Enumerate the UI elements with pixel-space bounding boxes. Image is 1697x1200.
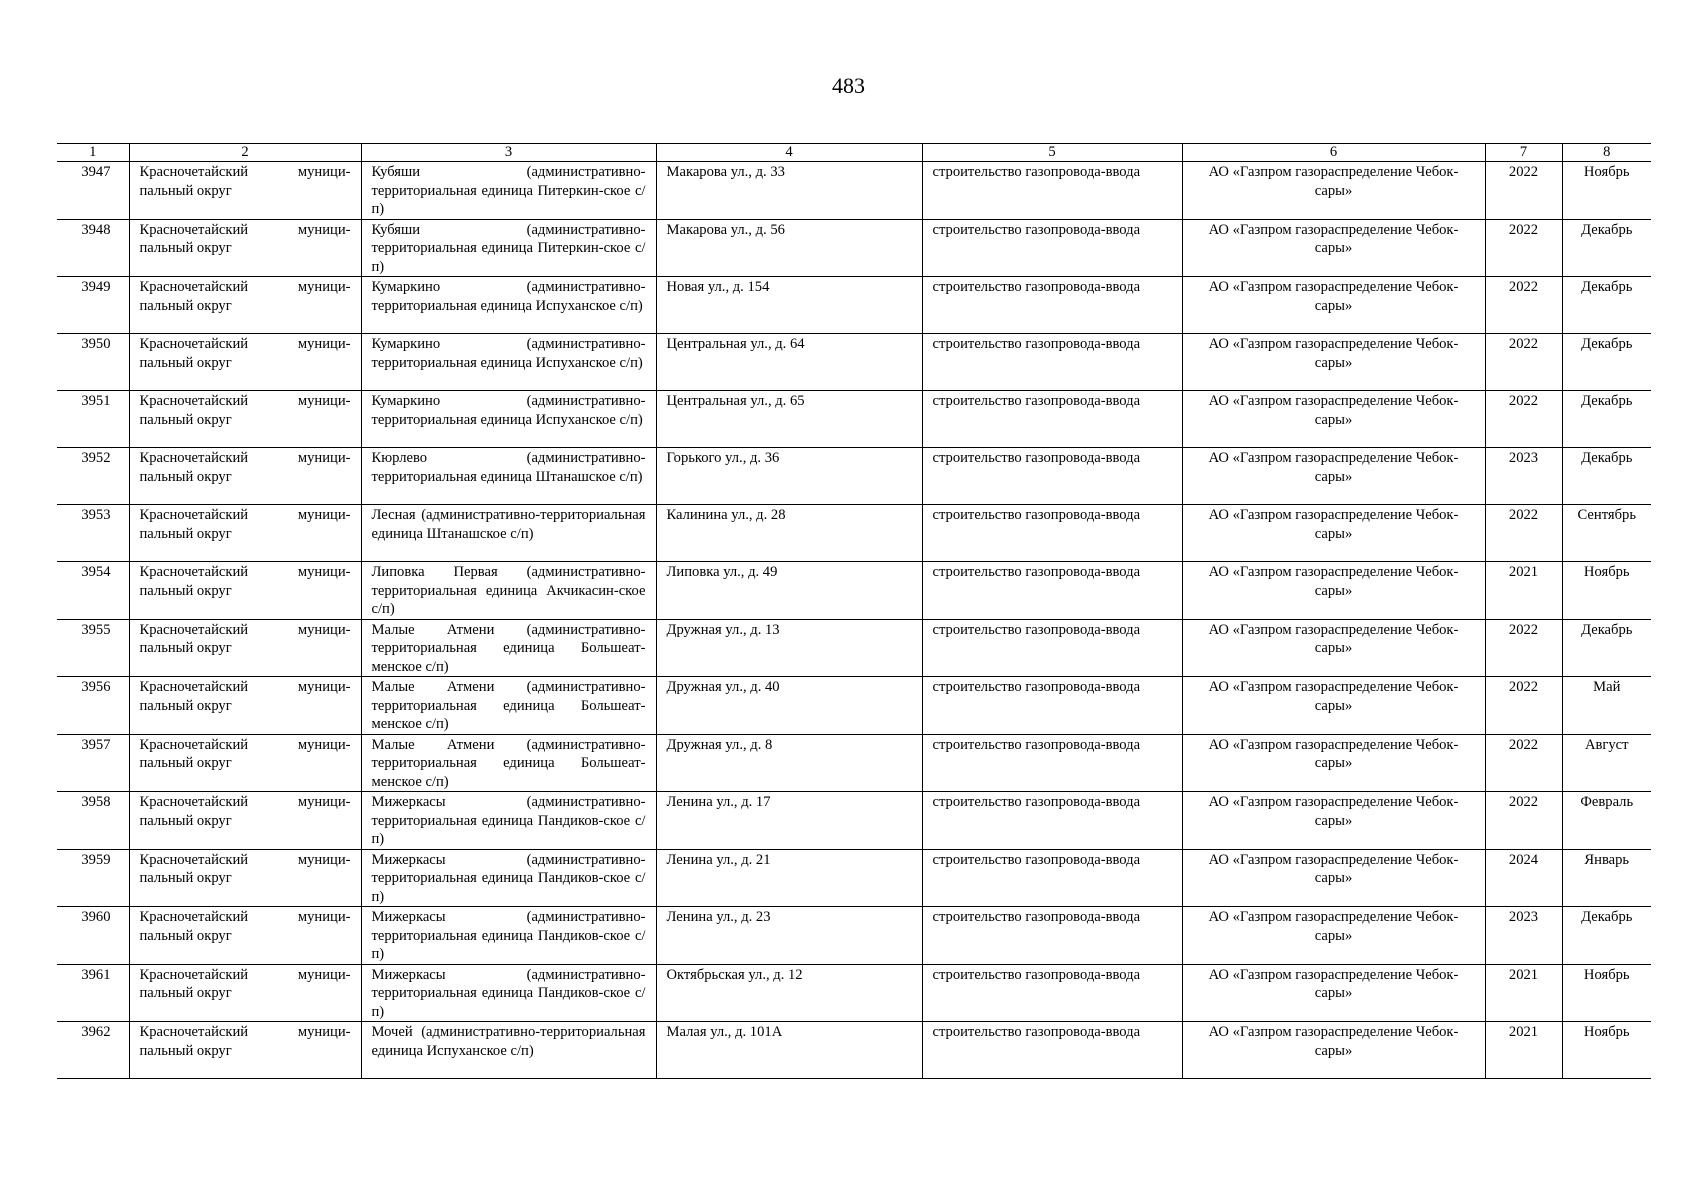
row-number-cell: 3953 [57,505,129,562]
work-type-cell: строительство газопровода-ввода [922,849,1182,907]
column-number-row [57,144,1651,162]
organization-cell: АО «Газпром газораспределение Чебок-сары» [1182,677,1485,735]
work-type-cell: строительство газопровода-ввода [922,162,1182,220]
month-cell: Ноябрь [1562,1022,1651,1079]
month-cell: Декабрь [1562,448,1651,505]
address-cell: Дружная ул., д. 40 [656,677,922,735]
address-cell: Ленина ул., д. 23 [656,907,922,965]
locality-cell: Малые Атмени (административно-территориальная единица Большеат-менское с/п) [361,619,656,677]
district-cell: Красночетайский муници-пальный округ [129,849,361,907]
year-cell: 2024 [1485,849,1562,907]
row-number-cell: 3955 [57,619,129,677]
row-number-cell: 3949 [57,277,129,334]
district-cell: Красночетайский муници-пальный округ [129,907,361,965]
year-cell: 2021 [1485,1022,1562,1079]
district-cell: Красночетайский муници-пальный округ [129,505,361,562]
column-header: 7 [1485,144,1562,162]
month-cell: Ноябрь [1562,562,1651,620]
row-number-cell: 3961 [57,964,129,1022]
row-number-cell: 3956 [57,677,129,735]
column-header: 3 [361,144,656,162]
month-cell: Декабрь [1562,391,1651,448]
table-row [57,562,1651,620]
organization-cell: АО «Газпром газораспределение Чебок-сары» [1182,162,1485,220]
address-cell: Октябрьская ул., д. 12 [656,964,922,1022]
work-type-cell: строительство газопровода-ввода [922,1022,1182,1079]
organization-cell: АО «Газпром газораспределение Чебок-сары» [1182,448,1485,505]
table-row [57,334,1651,391]
month-cell: Август [1562,734,1651,792]
table-body [57,162,1651,1079]
table-row [57,792,1651,850]
column-header: 8 [1562,144,1651,162]
table-row [57,219,1651,277]
work-type-cell: строительство газопровода-ввода [922,562,1182,620]
work-type-cell: строительство газопровода-ввода [922,391,1182,448]
month-cell: Декабрь [1562,277,1651,334]
district-cell: Красночетайский муници-пальный округ [129,734,361,792]
column-header: 2 [129,144,361,162]
row-number-cell: 3948 [57,219,129,277]
district-cell: Красночетайский муници-пальный округ [129,448,361,505]
row-number-cell: 3954 [57,562,129,620]
address-cell: Горького ул., д. 36 [656,448,922,505]
table-row [57,448,1651,505]
page-number: 483 [832,73,865,98]
organization-cell: АО «Газпром газораспределение Чебок-сары» [1182,1022,1485,1079]
address-cell: Ленина ул., д. 17 [656,792,922,850]
district-cell: Красночетайский муници-пальный округ [129,162,361,220]
table-row [57,277,1651,334]
work-type-cell: строительство газопровода-ввода [922,219,1182,277]
locality-cell: Мижеркасы (административно-территориальная единица Пандиков-ское с/п) [361,964,656,1022]
district-cell: Красночетайский муници-пальный округ [129,277,361,334]
column-header: 4 [656,144,922,162]
month-cell: Май [1562,677,1651,735]
work-type-cell: строительство газопровода-ввода [922,734,1182,792]
work-type-cell: строительство газопровода-ввода [922,964,1182,1022]
month-cell: Февраль [1562,792,1651,850]
year-cell: 2022 [1485,792,1562,850]
organization-cell: АО «Газпром газораспределение Чебок-сары» [1182,907,1485,965]
table-row [57,849,1651,907]
year-cell: 2022 [1485,619,1562,677]
row-number-cell: 3958 [57,792,129,850]
work-type-cell: строительство газопровода-ввода [922,334,1182,391]
year-cell: 2022 [1485,734,1562,792]
row-number-cell: 3957 [57,734,129,792]
row-number-cell: 3952 [57,448,129,505]
row-number-cell: 3951 [57,391,129,448]
address-cell: Новая ул., д. 154 [656,277,922,334]
organization-cell: АО «Газпром газораспределение Чебок-сары» [1182,792,1485,850]
year-cell: 2022 [1485,334,1562,391]
gasification-schedule-table [57,143,1651,1079]
organization-cell: АО «Газпром газораспределение Чебок-сары» [1182,334,1485,391]
locality-cell: Мижеркасы (административно-территориальная единица Пандиков-ское с/п) [361,849,656,907]
year-cell: 2022 [1485,162,1562,220]
row-number-cell: 3959 [57,849,129,907]
month-cell: Декабрь [1562,334,1651,391]
organization-cell: АО «Газпром газораспределение Чебок-сары» [1182,964,1485,1022]
year-cell: 2023 [1485,448,1562,505]
address-cell: Дружная ул., д. 8 [656,734,922,792]
row-number-cell: 3950 [57,334,129,391]
table-row [57,162,1651,220]
locality-cell: Липовка Первая (административно-территориальная единица Акчикасин-ское с/п) [361,562,656,620]
organization-cell: АО «Газпром газораспределение Чебок-сары» [1182,505,1485,562]
organization-cell: АО «Газпром газораспределение Чебок-сары» [1182,391,1485,448]
year-cell: 2023 [1485,907,1562,965]
work-type-cell: строительство газопровода-ввода [922,677,1182,735]
column-header: 6 [1182,144,1485,162]
work-type-cell: строительство газопровода-ввода [922,448,1182,505]
work-type-cell: строительство газопровода-ввода [922,505,1182,562]
month-cell: Ноябрь [1562,964,1651,1022]
district-cell: Красночетайский муници-пальный округ [129,1022,361,1079]
table-row [57,1022,1651,1079]
month-cell: Декабрь [1562,219,1651,277]
district-cell: Красночетайский муници-пальный округ [129,677,361,735]
year-cell: 2021 [1485,964,1562,1022]
organization-cell: АО «Газпром газораспределение Чебок-сары» [1182,277,1485,334]
address-cell: Центральная ул., д. 65 [656,391,922,448]
table-row [57,734,1651,792]
address-cell: Макарова ул., д. 56 [656,219,922,277]
work-type-cell: строительство газопровода-ввода [922,792,1182,850]
table-row [57,619,1651,677]
organization-cell: АО «Газпром газораспределение Чебок-сары» [1182,219,1485,277]
address-cell: Дружная ул., д. 13 [656,619,922,677]
organization-cell: АО «Газпром газораспределение Чебок-сары» [1182,849,1485,907]
column-header: 1 [57,144,129,162]
year-cell: 2022 [1485,391,1562,448]
work-type-cell: строительство газопровода-ввода [922,277,1182,334]
locality-cell: Кумаркино (административно-территориальная единица Испуханское с/п) [361,334,656,391]
table-row [57,907,1651,965]
address-cell: Макарова ул., д. 33 [656,162,922,220]
address-cell: Центральная ул., д. 64 [656,334,922,391]
address-cell: Калинина ул., д. 28 [656,505,922,562]
locality-cell: Кумаркино (административно-территориальная единица Испуханское с/п) [361,277,656,334]
row-number-cell: 3962 [57,1022,129,1079]
district-cell: Красночетайский муници-пальный округ [129,334,361,391]
district-cell: Красночетайский муници-пальный округ [129,562,361,620]
locality-cell: Мочей (административно-территориальная единица Испуханское с/п) [361,1022,656,1079]
work-type-cell: строительство газопровода-ввода [922,907,1182,965]
year-cell: 2022 [1485,219,1562,277]
locality-cell: Кумаркино (административно-территориальная единица Испуханское с/п) [361,391,656,448]
year-cell: 2022 [1485,277,1562,334]
locality-cell: Кубяши (административно-территориальная единица Питеркин-ское с/п) [361,219,656,277]
address-cell: Малая ул., д. 101А [656,1022,922,1079]
row-number-cell: 3947 [57,162,129,220]
district-cell: Красночетайский муници-пальный округ [129,964,361,1022]
year-cell: 2022 [1485,505,1562,562]
locality-cell: Малые Атмени (административно-территориальная единица Большеат-менское с/п) [361,734,656,792]
month-cell: Декабрь [1562,907,1651,965]
locality-cell: Кубяши (административно-территориальная единица Питеркин-ское с/п) [361,162,656,220]
month-cell: Ноябрь [1562,162,1651,220]
district-cell: Красночетайский муници-пальный округ [129,792,361,850]
locality-cell: Лесная (административно-территориальная единица Штанашское с/п) [361,505,656,562]
locality-cell: Кюрлево (административно-территориальная единица Штанашское с/п) [361,448,656,505]
locality-cell: Мижеркасы (административно-территориальная единица Пандиков-ское с/п) [361,792,656,850]
month-cell: Январь [1562,849,1651,907]
table-row [57,391,1651,448]
column-header: 5 [922,144,1182,162]
month-cell: Сентябрь [1562,505,1651,562]
table-row [57,505,1651,562]
row-number-cell: 3960 [57,907,129,965]
locality-cell: Мижеркасы (административно-территориальная единица Пандиков-ское с/п) [361,907,656,965]
district-cell: Красночетайский муници-пальный округ [129,619,361,677]
locality-cell: Малые Атмени (административно-территориальная единица Большеат-менское с/п) [361,677,656,735]
organization-cell: АО «Газпром газораспределение Чебок-сары» [1182,734,1485,792]
table-row [57,964,1651,1022]
table-row [57,677,1651,735]
address-cell: Липовка ул., д. 49 [656,562,922,620]
organization-cell: АО «Газпром газораспределение Чебок-сары» [1182,562,1485,620]
address-cell: Ленина ул., д. 21 [656,849,922,907]
district-cell: Красночетайский муници-пальный округ [129,219,361,277]
district-cell: Красночетайский муници-пальный округ [129,391,361,448]
organization-cell: АО «Газпром газораспределение Чебок-сары» [1182,619,1485,677]
month-cell: Декабрь [1562,619,1651,677]
work-type-cell: строительство газопровода-ввода [922,619,1182,677]
year-cell: 2021 [1485,562,1562,620]
year-cell: 2022 [1485,677,1562,735]
